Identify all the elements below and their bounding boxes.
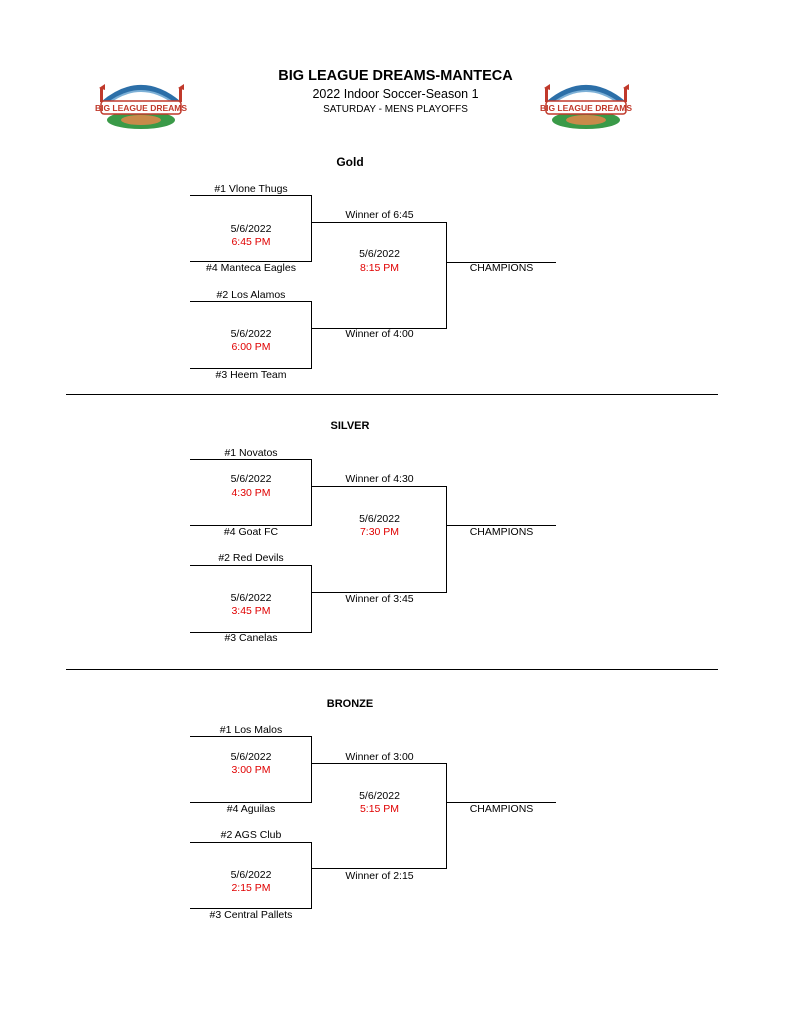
bracket-line [312, 763, 447, 764]
logo-text: BIG LEAGUE DREAMS [539, 103, 633, 113]
bracket-line [190, 459, 312, 460]
logo-text: BIG LEAGUE DREAMS [94, 103, 188, 113]
winner-label: Winner of 2:15 [345, 870, 414, 882]
bracket-line [190, 565, 312, 566]
bracket-line [190, 842, 312, 843]
champions-label: CHAMPIONS [469, 262, 534, 274]
league-logo-left [93, 74, 189, 132]
match-time: 2:15 PM [231, 882, 271, 894]
champions-label: CHAMPIONS [469, 803, 534, 815]
team-label: #2 Los Alamos [216, 289, 286, 301]
match-time: 3:45 PM [231, 605, 271, 617]
team-label: #4 Manteca Eagles [206, 262, 296, 274]
match-date: 5/6/2022 [359, 790, 400, 802]
match-date: 5/6/2022 [230, 592, 272, 604]
bracket-title: BRONZE [326, 698, 374, 710]
match-time: 8:15 PM [359, 262, 400, 274]
match-time: 4:30 PM [231, 487, 271, 499]
match-date: 5/6/2022 [359, 248, 400, 260]
winner-label: Winner of 4:30 [345, 473, 414, 485]
team-label: #2 Red Devils [218, 552, 284, 564]
bracket-line [190, 195, 312, 196]
match-date: 5/6/2022 [230, 751, 272, 763]
bracket-line [446, 486, 447, 593]
match-time: 5:15 PM [359, 803, 400, 815]
bracket-line [190, 736, 312, 737]
team-label: #3 Heem Team [215, 369, 287, 381]
page-title: BIG LEAGUE DREAMS-MANTECA [278, 68, 513, 84]
team-label: #3 Central Pallets [209, 909, 293, 921]
match-date: 5/6/2022 [359, 513, 400, 525]
match-time: 3:00 PM [231, 764, 271, 776]
match-date: 5/6/2022 [230, 473, 272, 485]
match-date: 5/6/2022 [230, 328, 272, 340]
bracket-title: Gold [336, 155, 364, 169]
team-label: #2 AGS Club [220, 829, 282, 841]
team-label: #1 Vlone Thugs [214, 183, 288, 195]
match-time: 6:45 PM [231, 236, 271, 248]
bracket-line [312, 222, 447, 223]
bracket-title: SILVER [330, 420, 370, 432]
league-logo-right [538, 74, 634, 132]
match-time: 6:00 PM [231, 341, 271, 353]
page-subtitle-2: SATURDAY - MENS PLAYOFFS [323, 104, 468, 115]
champions-label: CHAMPIONS [469, 526, 534, 538]
match-date: 5/6/2022 [230, 869, 272, 881]
team-label: #4 Goat FC [223, 526, 279, 538]
page-subtitle: 2022 Indoor Soccer-Season 1 [312, 87, 479, 101]
match-date: 5/6/2022 [230, 223, 272, 235]
section-divider [66, 394, 718, 395]
bracket-line [446, 763, 447, 869]
team-label: #1 Novatos [224, 447, 278, 459]
winner-label: Winner of 4:00 [345, 328, 414, 340]
team-label: #3 Canelas [224, 632, 278, 644]
winner-label: Winner of 6:45 [345, 209, 414, 221]
bracket-line [190, 301, 312, 302]
match-time: 7:30 PM [359, 526, 400, 538]
bracket-line [446, 222, 447, 329]
section-divider [66, 669, 718, 670]
bracket-line [312, 486, 447, 487]
bracket-line [312, 868, 447, 869]
team-label: #4 Aguilas [226, 803, 276, 815]
team-label: #1 Los Malos [219, 724, 283, 736]
winner-label: Winner of 3:00 [345, 751, 414, 763]
winner-label: Winner of 3:45 [345, 593, 414, 605]
